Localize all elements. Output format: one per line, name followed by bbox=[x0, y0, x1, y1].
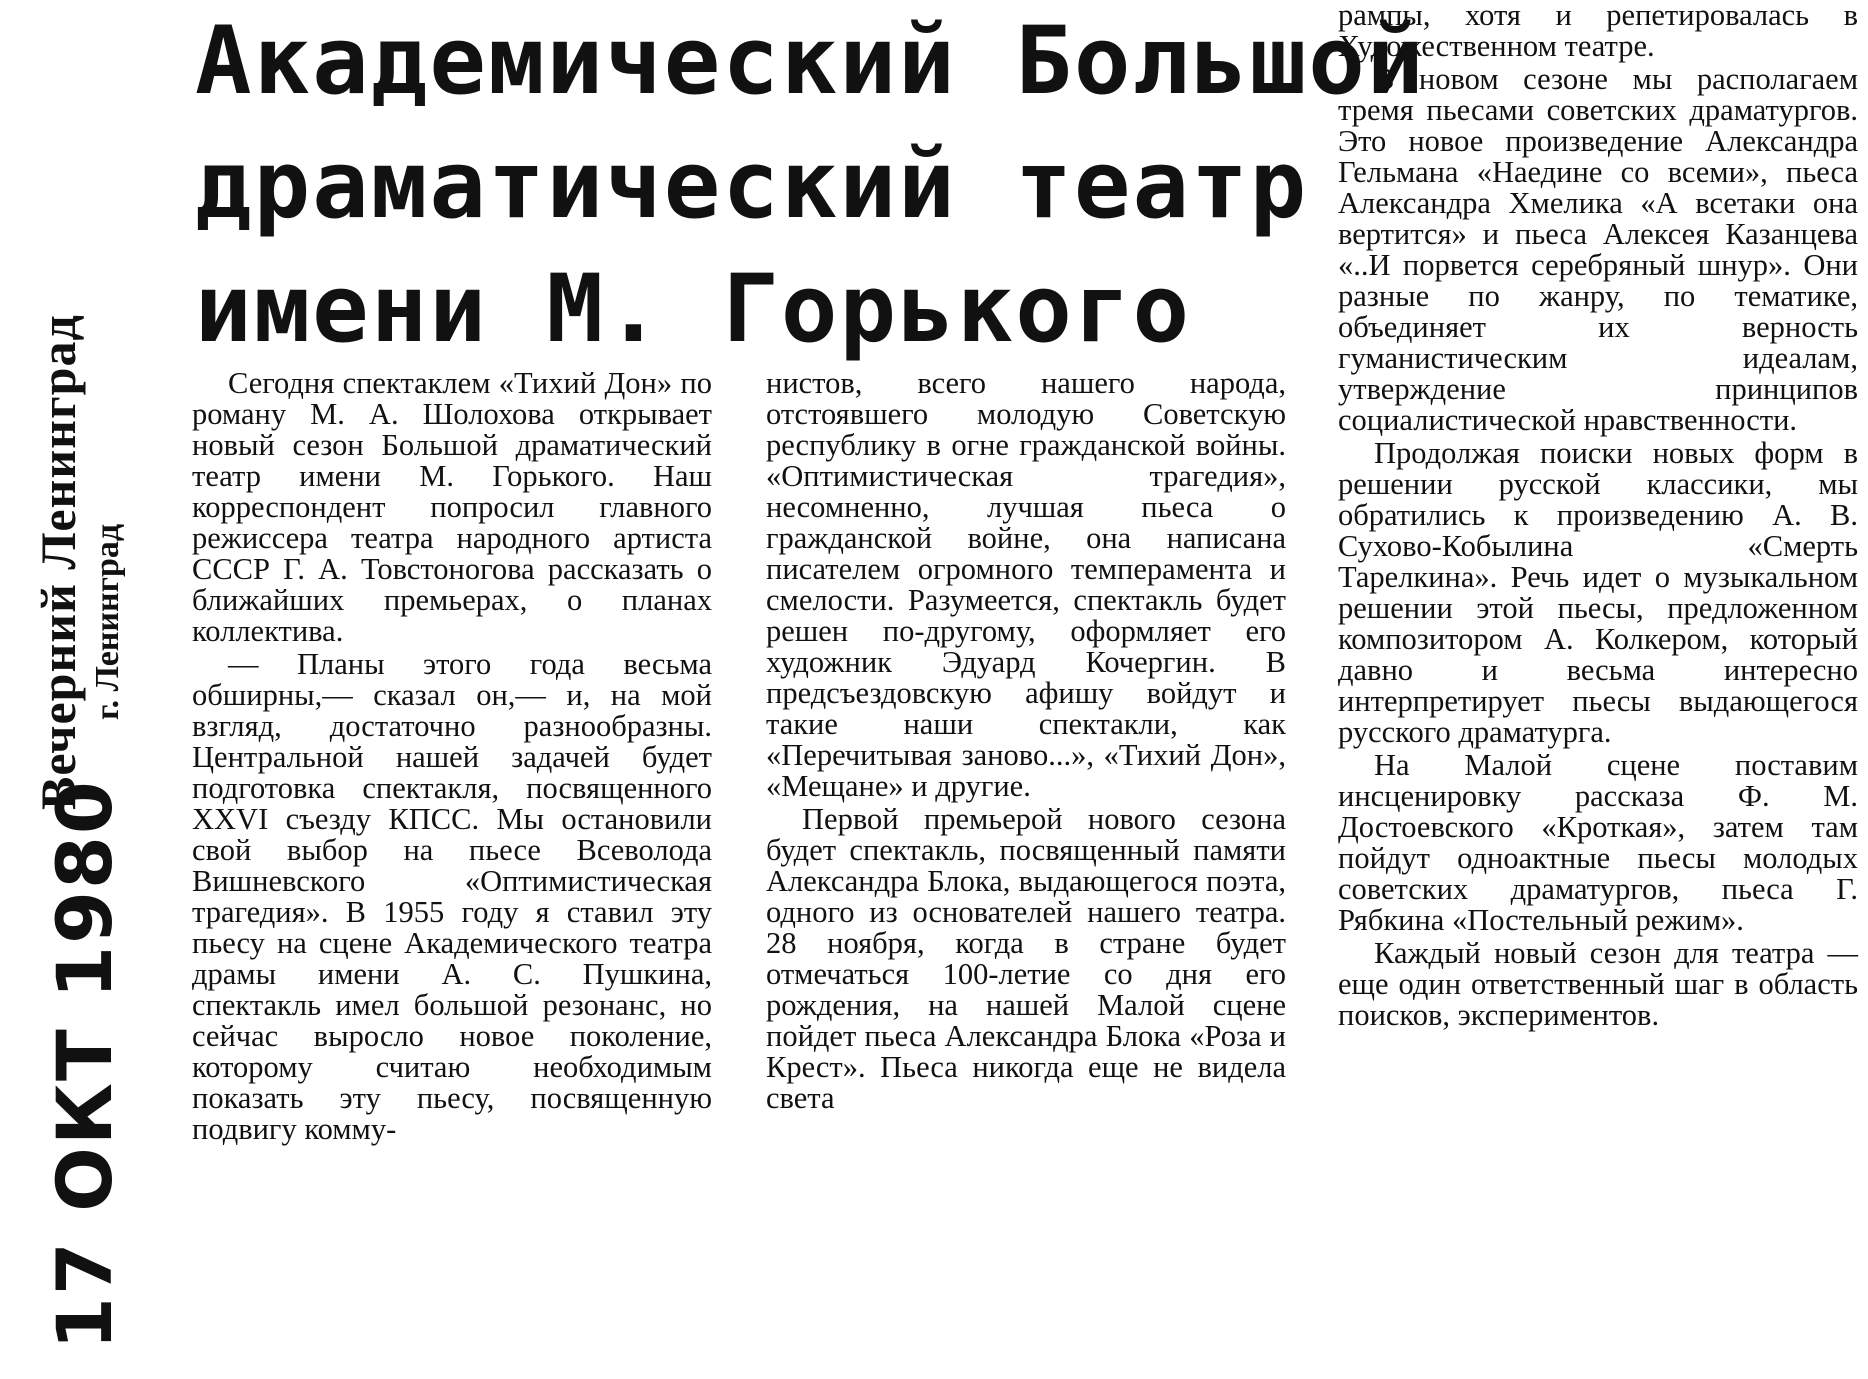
headline-line-2: драматический театр bbox=[195, 131, 1309, 240]
paragraph: Первой премьерой нового сезона будет спектакль, посвященный памяти Александра Блока, выдающегося поэта, одного из основателей нашего театра. 28 ноября, когда в стране будет отмечаться 100-летие со дня его рождения, на нашей Малой сцене пойдет пьеса Александра Блока «Роза и Крест». Пьеса никогда еще не видела света bbox=[766, 802, 1286, 1115]
date-stamp-text: 17 ОКТ 1980 bbox=[40, 779, 129, 1350]
article-column-3 bbox=[1338, 0, 1858, 1031]
paragraph: — Планы этого года весьма обширны,— сказал он,— и, на мой взгляд, достаточно разнообразны. Центральной нашей задачей будет подготовка спектакля, посвященного XXVI съезду КПСС. Мы остановили свой выбор на пьесе Всеволода Вишневского «Оптимистическая трагедия». В 1955 году я ставил эту пьесу на сцене Академического театра драмы имени А. С. Пушкина, спектакль имел большой резонанс, но сейчас выросло новое поколение, которому считаю необходимым показать эту пьесу, посвященную подвигу комму- bbox=[192, 647, 712, 1146]
paragraph: Продолжая поиски новых форм в решении русской классики, мы обратились к произведению А. В. Сухово-Кобылина «Смерть Тарелкина». Речь идет о музыкальном решении этой пьесы, предложенном композитором А. Колкером, который давно и весьма интересно интерпретирует пьесы выдающегося русского драматурга. bbox=[1338, 436, 1858, 749]
newspaper-city: г. Ленинград bbox=[89, 523, 126, 720]
paragraph: В новом сезоне мы располагаем тремя пьесами советских драматургов. Это новое произведение Александра Гельмана «Наедине со всеми», пьеса Александра Хмелика «А всетаки она вертится» и пьеса Алексея Казанцева «..И порвется серебряный шнур». Они разные по жанру, по тематике, объединяет их верность гуманистическим идеалам, утверждение принципов социалистической нравственности. bbox=[1338, 62, 1858, 437]
headline-line-3: имени М. Горького bbox=[195, 255, 1192, 364]
article-column-1 bbox=[192, 368, 712, 1145]
paragraph: Сегодня спектаклем «Тихий Дон» по роману М. А. Шолохова открывает новый сезон Большой драматический театр имени М. Горького. Наш корреспондент попросил главного режиссера театра народного артиста СССР Г. А. Товстоногова рассказать о ближайших премьерах, о планах коллектива. bbox=[192, 366, 712, 648]
article-column-2 bbox=[766, 368, 1286, 1114]
headline-line-1: Академический Большой bbox=[195, 7, 1426, 116]
newspaper-source-stamp bbox=[20, 250, 125, 810]
paragraph: рампы, хотя и репетировалась в Художественном театре. bbox=[1338, 0, 1858, 63]
paragraph: нистов, всего нашего народа, отстоявшего молодую Советскую республику в огне гражданской войны. «Оптимистическая трагедия», несомненно, лучшая пьеса о гражданской войне, она написана писателем огромного темперамента и смелости. Разумеется, спектакль будет решен по-другому, оформляет его художник Эдуард Кочергин. В предсъездовскую афишу войдут и такие наши спектакли, как «Перечитывая заново...», «Тихий Дон», «Мещане» и другие. bbox=[766, 366, 1286, 803]
date-stamp bbox=[40, 779, 140, 1350]
paragraph: На Малой сцене поставим инсценировку рассказа Ф. М. Достоевского «Кроткая», затем там пойдут одноактные пьесы молодых советских драматургов, пьеса Г. Рябкина «Постельный режим». bbox=[1338, 748, 1858, 937]
paragraph: Каждый новый сезон для театра — еще один ответственный шаг в область поисков, экспериментов. bbox=[1338, 936, 1858, 1032]
article-headline bbox=[195, 0, 1426, 372]
newspaper-name: Вечерний Ленинград bbox=[30, 314, 86, 810]
